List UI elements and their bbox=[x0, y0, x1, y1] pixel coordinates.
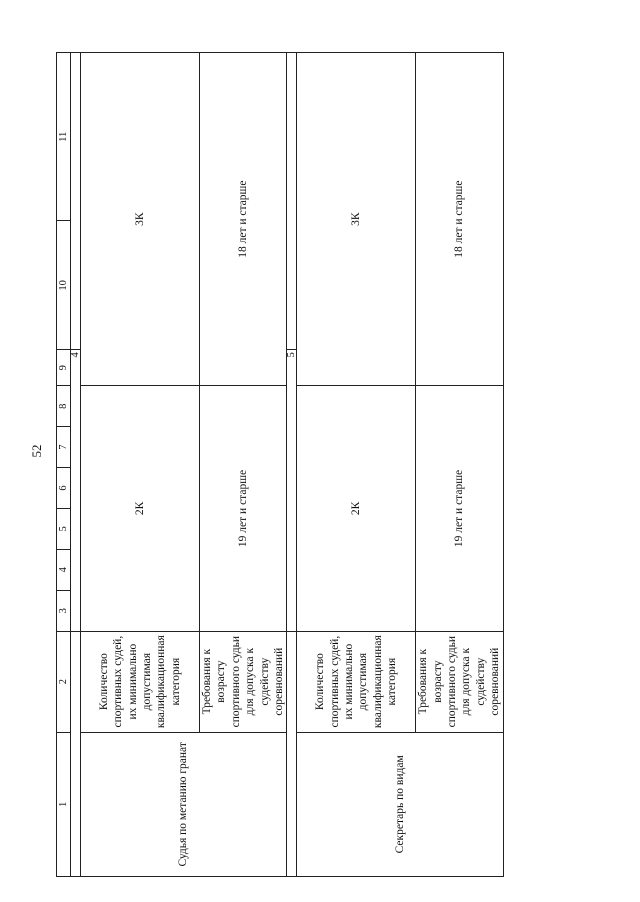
column-header: 8 bbox=[57, 386, 71, 427]
column-header-row bbox=[57, 53, 71, 877]
section-number-row bbox=[71, 53, 81, 877]
value-cell: 19 лет и старше bbox=[416, 386, 503, 631]
column-header: 1 bbox=[57, 732, 71, 876]
column-header: 5 bbox=[57, 508, 71, 549]
column-header: 3 bbox=[57, 590, 71, 631]
column-header: 2 bbox=[57, 631, 71, 732]
page-number: 52 bbox=[29, 444, 44, 458]
row-label: Количество спортивных судей, их минимально допустимая квалификационная категория bbox=[297, 631, 416, 732]
table-row bbox=[297, 53, 416, 877]
column-header: 7 bbox=[57, 427, 71, 468]
section-number: 5 bbox=[287, 350, 297, 631]
column-header: 10 bbox=[57, 221, 71, 350]
column-header: 9 bbox=[57, 350, 71, 386]
row-label: Количество спортивных судей, их минимально допустимая квалификационная категория bbox=[81, 631, 200, 732]
value-cell: 2К bbox=[81, 386, 200, 631]
value-cell: 2К bbox=[297, 386, 416, 631]
column-header: 4 bbox=[57, 549, 71, 590]
value-cell: 19 лет и старше bbox=[200, 386, 287, 631]
section-number: 4 bbox=[71, 350, 81, 631]
judges-requirements-table bbox=[56, 52, 504, 877]
discipline-cell: Судья по метанию гранат bbox=[81, 732, 287, 876]
row-label: Требования к возрасту спортивного судьи для допуска к судейству соревнований bbox=[416, 631, 503, 732]
rotated-table-wrapper bbox=[56, 52, 502, 877]
table-row bbox=[81, 53, 200, 877]
column-header: 11 bbox=[57, 53, 71, 222]
value-cell: 3К bbox=[297, 53, 416, 386]
section-number-row bbox=[287, 53, 297, 877]
row-label: Требования к возрасту спортивного судьи для допуска к судейству соревнований bbox=[200, 631, 287, 732]
column-header: 6 bbox=[57, 468, 71, 509]
value-cell: 18 лет и старше bbox=[416, 53, 503, 386]
value-cell: 18 лет и старше bbox=[200, 53, 287, 386]
value-cell: 3К bbox=[81, 53, 200, 386]
discipline-cell: Секретарь по видам bbox=[297, 732, 503, 876]
